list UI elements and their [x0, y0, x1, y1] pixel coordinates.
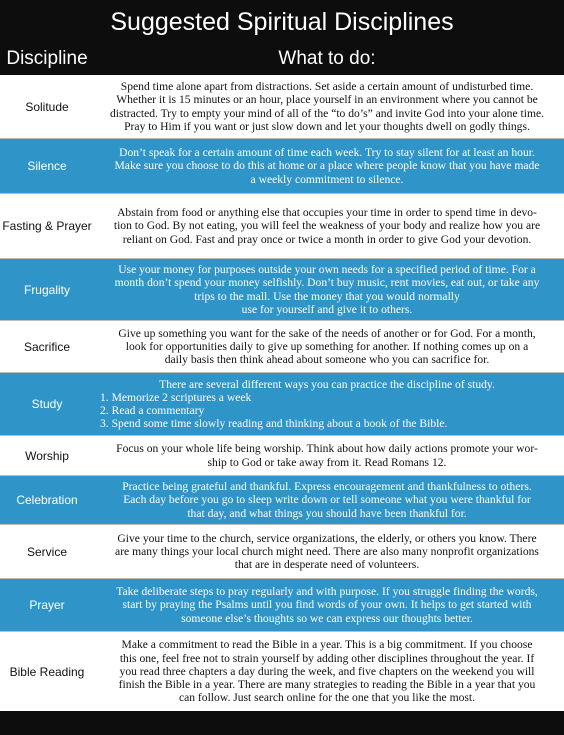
- page-title: Suggested Spiritual Disciplines: [0, 0, 564, 42]
- column-header-what-to-do: What to do:: [278, 48, 376, 69]
- discipline-label: Frugality: [23, 282, 70, 297]
- discipline-label: Celebration: [16, 493, 78, 507]
- discipline-label: Fasting & Prayer: [2, 219, 92, 233]
- discipline-label: Silence: [27, 159, 67, 173]
- description-line: Each day before you go to sleep write down or tell someone what you were thankful for: [123, 493, 531, 507]
- description-line: Don’t speak for a certain amount of time each week. Try to stay silent for at least an hour.: [119, 146, 535, 160]
- description-line: this one, feel free not to strain yourself by adding other disciplines throughout the year. If: [119, 651, 535, 665]
- description-line: look for opportunities daily to give up something for another. If nothing comes up on a: [125, 339, 529, 353]
- discipline-description: [96, 259, 558, 320]
- description-line: Make a commitment to read the Bible in a year. This is a big commitment. If you choose: [121, 638, 533, 652]
- discipline-label: Service: [26, 544, 67, 559]
- description-line: that day, and what things you should have been thankful for.: [187, 506, 467, 520]
- description-line: someone else’s thoughts so we can express our thoughts better.: [181, 611, 473, 625]
- description-line: Use your money for purposes outside your own needs for a specified period of time. For a: [118, 263, 536, 277]
- table-row-fasting-prayer: [0, 194, 564, 258]
- description-line: Focus on your whole life being worship. Think about how daily actions promote your wor-: [116, 442, 538, 456]
- table-row-frugality: [0, 259, 564, 320]
- description-line: Pray to Him if you want or just slow down and let your thoughts dwell on godly things.: [124, 119, 530, 133]
- description-line: Give your time to the church, service organizations, the elderly, or others you know. There: [117, 531, 537, 545]
- description-line: reliant on God. Fast and pray once or twice a month in order to give God your devotion.: [122, 232, 532, 246]
- discipline-label: Study: [31, 397, 63, 411]
- description-line: Give up something you want for the sake of the needs of another or for God. For a month,: [118, 326, 536, 340]
- description-line: Spend time alone apart from distractions. Set aside a certain amount of undisturbed time.: [120, 80, 534, 94]
- description-line: start by praying the Psalms until you find words of your own. It helps to get started with: [122, 598, 532, 612]
- study-list-item: 2. Read a commentary: [100, 404, 205, 417]
- description-line: can follow. Just search online for the one that you like the most.: [178, 691, 476, 705]
- discipline-label: Solitude: [25, 99, 69, 114]
- table-row-sacrifice: [0, 321, 564, 372]
- table-row-prayer: [0, 579, 564, 631]
- description-line: finish the Bible in a year. There are many strategies to reading the Bible in a year that you: [118, 678, 536, 692]
- description-line: ship to God or take away from it. Read Romans 12.: [207, 455, 447, 469]
- footer-bar: [0, 711, 564, 735]
- discipline-description: [96, 632, 558, 711]
- discipline-description: [96, 139, 558, 193]
- table-row-celebration: [0, 476, 564, 524]
- description-line: a weekly commitment to silence.: [250, 172, 404, 186]
- discipline-description: [96, 436, 558, 475]
- description-line: Take deliberate steps to pray regularly and with purpose. If you struggle finding the words,: [116, 585, 538, 599]
- description-line: Practice being grateful and thankful. Express encouragement and thankfulness to others.: [122, 480, 532, 494]
- column-header-discipline: Discipline: [6, 48, 88, 69]
- discipline-label: Worship: [25, 448, 69, 463]
- discipline-description: [96, 321, 558, 372]
- description-line: Make sure you choose to do this at home or a place where people know that you have made: [114, 159, 540, 173]
- description-line: There are several different ways you can practice the discipline of study.: [159, 377, 495, 391]
- description-line: distracted. Try to empty your mind of all of the “to do’s” and invite God into your alone time.: [109, 106, 545, 120]
- discipline-description: [96, 75, 558, 138]
- description-line: trips to the mall. Use the money that you would normally: [194, 289, 460, 303]
- study-list-item: 3. Spend some time slowly reading and thinking about a book of the Bible.: [100, 417, 448, 431]
- description-line: you read three chapters a day during the week, and five chapters on the weekend you will: [119, 664, 535, 678]
- discipline-description: [96, 579, 558, 631]
- discipline-description: [96, 194, 558, 258]
- discipline-description: [96, 525, 558, 578]
- discipline-label: Bible Reading: [9, 664, 85, 679]
- table-row-bible-reading: [0, 632, 564, 711]
- description-line: Whether it is 15 minutes or an hour, place yourself in an environment where you cannot be: [116, 93, 538, 107]
- description-line: use for yourself and give it to others.: [241, 302, 413, 316]
- description-line: Abstain from food or anything else that occupies your time in order to spend time in devo-: [117, 206, 537, 220]
- discipline-description: [96, 373, 558, 435]
- table-header: [0, 42, 564, 75]
- table-row-study: [0, 373, 564, 435]
- table-row-solitude: [0, 75, 564, 138]
- description-line: tion to God. By not eating, you will feel the weakness of your body and realize how you are: [113, 219, 541, 233]
- study-list-item: 1. Memorize 2 scriptures a week: [100, 390, 252, 404]
- discipline-description: [96, 476, 558, 524]
- table-row-silence: [0, 139, 564, 193]
- description-line: month don’t spend your money selfishly. Don’t buy music, rent movies, eat out, or take any: [114, 276, 540, 290]
- table-row-service: [0, 525, 564, 578]
- discipline-label: Sacrifice: [23, 339, 70, 354]
- description-line: are many things your local church might need. There are also many nonprofit organizations: [115, 544, 539, 558]
- table-row-worship: [0, 436, 564, 475]
- description-line: daily basis then think ahead about someone who you can sacrifice for.: [164, 353, 490, 367]
- description-line: that are in desperate need of volunteers.: [234, 558, 420, 572]
- discipline-label: Prayer: [29, 598, 65, 612]
